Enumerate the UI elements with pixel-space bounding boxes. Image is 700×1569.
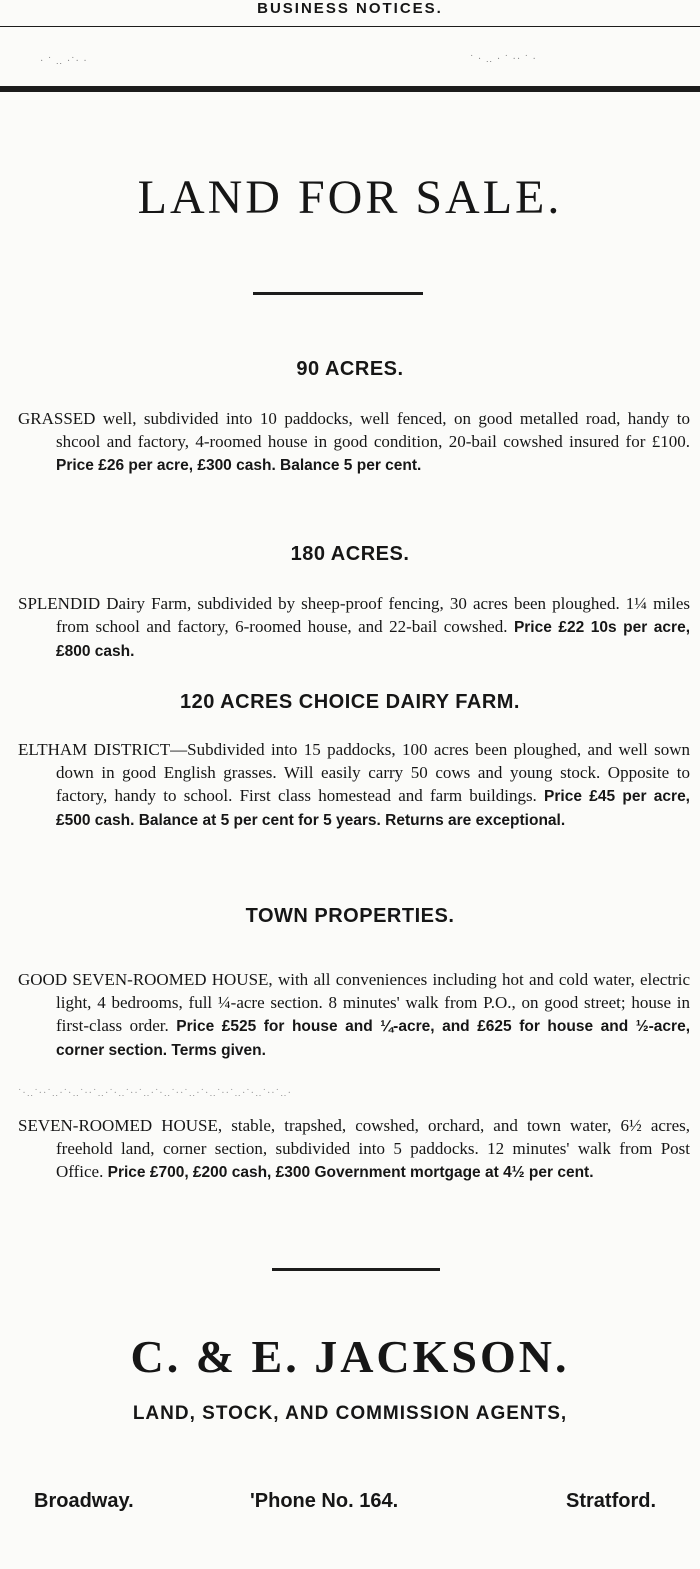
print-speckle: ˙·‥˙··˙‥·˙·‥˙··˙‥·˙·‥˙··˙‥·˙·‥˙··˙‥·˙·‥˙··˙‥·˙·‥˙··˙‥· — [18, 1088, 292, 1099]
listing-price: Price £26 per acre, £300 cash. Balance 5 per cent. — [56, 457, 422, 474]
print-speckle: ˙ · ‥ · ˙ ·· ˙ · — [470, 54, 537, 65]
listing-text — [18, 738, 690, 832]
listing-heading: 90 ACRES. — [296, 358, 404, 380]
listing-description: ELTHAM DISTRICT—Subdivided into 15 paddocks, 100 acres been ploughed, and well sown down in good English grasses. Will easily carry 50 cows and young stock. Opposite to factory, handy to school. First class homestead and farm buildings. — [18, 740, 690, 805]
firm-name: C. & E. JACKSON. — [130, 1331, 570, 1382]
firm-description: LAND, STOCK, AND COMMISSION AGENTS, — [132, 1403, 568, 1424]
listing-text — [18, 968, 690, 1062]
listing-text — [18, 407, 690, 477]
firm-address: Broadway. — [34, 1490, 134, 1512]
listing-price: Price £700, £200 cash, £300 Government mortgage at 4½ per cent. — [107, 1164, 594, 1181]
listing-heading: TOWN PROPERTIES. — [245, 905, 455, 927]
listing-description: SPLENDID Dairy Farm, subdivided by sheep-proof fencing, 30 acres been ploughed. 1¼ miles from school and factory, 6-roomed house, and 22-bail cowshed. — [18, 594, 690, 636]
listing-description: GOOD SEVEN-ROOMED HOUSE, with all conveniences including hot and cold water, electric light, 4 bedrooms, full ¼-acre section. 8 minutes' walk from P.O., on good street; house in first-class order. — [18, 970, 690, 1035]
listing-description: SEVEN-ROOMED HOUSE, stable, trapshed, cowshed, orchard, and town water, 6½ acres, freehold land, corner section, subdivided into 5 paddocks. 12 minutes' walk from Post Office. — [18, 1116, 690, 1181]
header-thick-rule — [0, 86, 700, 92]
listing-heading: 120 ACRES CHOICE DAIRY FARM. — [180, 691, 520, 713]
header-thin-rule — [0, 26, 700, 27]
listing-price: Price £45 per acre, £500 cash. Balance at 5 per cent for 5 years. Returns are exceptional. — [56, 788, 690, 829]
section-heading: BUSINESS NOTICES. — [257, 0, 443, 17]
firm-town: Stratford. — [566, 1490, 656, 1512]
listing-price: Price £525 for house and ¼-acre, and £625 for house and ½-acre, corner section. Terms given. — [56, 1018, 691, 1059]
listing-text — [18, 592, 690, 663]
listing-heading: 180 ACRES. — [290, 543, 410, 565]
print-speckle: · ˙ ‥ ·˙· · — [40, 56, 88, 67]
title-divider — [253, 292, 423, 295]
listing-price: Price £22 10s per acre, £800 cash. — [56, 619, 691, 660]
listing-description: GRASSED well, subdivided into 10 paddocks, well fenced, on good metalled road, handy to shcool and factory, 4-roomed house in good condition, 20-bail cowshed insured for £100. — [18, 409, 690, 451]
advert-title: LAND FOR SALE. — [137, 171, 563, 224]
listing-text — [18, 1114, 690, 1184]
firm-divider — [272, 1268, 440, 1271]
firm-phone: 'Phone No. 164. — [250, 1490, 399, 1512]
